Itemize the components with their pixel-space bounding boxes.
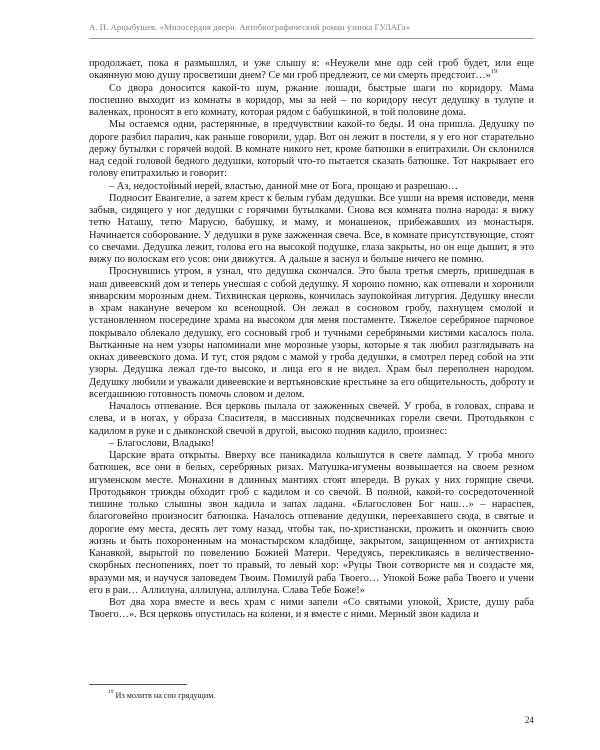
paragraph: Царские врата открыты. Вверху все паникадила колышутся в свете лампад. У гроба много батюшек, все они в белых, серебряных ризах. Матушка-игумены возвышается на своем резном игуменском месте. Монахини в длинных мантиях стоят впереди. В руках у них горящие свечи. Протодьякон трижды обходит гроб с кадилом и со свечой. В полной, какой-то сосредоточенной тишине только слышны звон кадила и запах ладана. «Благословен Бог наш…» – нараспев, благоговейно произносит батюшка. Началось отпевание дедушки, переехавшего сюда, в святые и дорогие ему места, десять лет тому назад, чтобы так, по-христиански, прожить и окончить свою жизнь и быть похороненным на монастырском кладбище, закрытом, защищенном от антихриста Канавкой, вырытой по повелению Божией Матери. Чередуясь, перекликаясь в величественно-скорбных песнопениях, поет то правый, то левый хор: «Руцы Твои сотвористе мя и создасте мя, вразуми мя, и научуся заповедем Твоим. Помилуй раба Твоего… Упокой Боже раба Твоего и учени его в раи… Аллилуна, аллилуна, аллилуна. Слава Тебе Боже!» <box>89 450 534 596</box>
footnote-rule <box>89 684 187 685</box>
running-header: А. П. Арцыбушев. «Милосердия двери. Автобиографический роман узника ГУЛАГа» <box>89 22 411 32</box>
paragraph: – Благослови, Владыко! <box>109 437 215 449</box>
paragraph: Подносит Евангелие, а затем крест к белым губам дедушки. Все ушли на время исповеди, меня забыв, сидящего у ног дедушки с горячими бутылками. Снова вся комната полна народа: я вижу тетю Наташу, тетю Марусю, бабушку, и маму, и монашенок, прибежавших из монастыря. Начинается соборование. У дедушки в руке зажженная свеча. Все, в комнате присутствующие, стоят со свечами. Дедушка лежит, голова его на высокой подушке, глаза закрыты, но он еще дышит, я это вижу по волоскам его усов: они движутся. А дальше я заснул и больше ничего не помню. <box>89 192 534 265</box>
paragraph: Началось отпевание. Вся церковь пылала от зажженных свечей. У гроба, в головах, справа и слева, и в ногах, у образа Спасителя, в массивных подсвечниках горели свечи. Протодьякон с кадилом в руке и с дьяконской свечой в другой, высоко подняв кадило, произнес: <box>89 401 534 437</box>
paragraph: Вот два хора вместе и весь храм с ними запели «Со святыми упокой, Христе, душу раба Твоего…». Вся церковь опустилась на колени, и я вместе с ними. Мерный звон кадила и <box>89 597 534 621</box>
paragraph: Мы остаемся одни, растерянные, в предчувствии какой-то беды. И она пришла. Дедушку по дороге разбил паралич, как раньше говорили, удар. Вот он лежит в постели, я у его ног старательно держу бутылки с горячей водой. В комнате никого нет, кроме батюшки в епитрахили. Он склонился над седой головой бедного дедушки, который что-то пытается сказать батюшке. Тот накрывает его голову епитрахилью и говорит: <box>89 119 534 180</box>
paragraph-text: продолжает, пока я размышлял, и уже слышу я: «Неужели мне одр сей гроб будет, или еще окаянную мою душу просветиши днем? Се ми гроб предлежит, се ми смерть предстоит…» <box>89 58 534 82</box>
footnote-text: Из молитв на сон грядущим. <box>115 691 216 700</box>
paragraph: Со двора доносится какой-то шум, ржание лошади, быстрые шаги по коридору. Мама поспешно выходит из комнаты в коридор, мы за ней – по коридору несут дедушку в тулупе и валенках, проносят в его комнату, которая рядом с бабушкиной, в той половине дома. <box>89 82 534 118</box>
paragraph: Проснувшись утром, я узнал, что дедушка скончался. Это была третья смерть, пришедшая в наш дивеевский дом и теперь унесшая с собой дедушку. Я хорошо помню, как отпевали и хоронили январским морозным днем. Тихвинская церковь, кончилась заупокойная литургия. Дедушку внесли в храм накануне вечером ко всенощной. Он лежал в сосновом гробу, пахнущем смолой и установленном посередине храма на высоком для меня постаменте. Тяжелое серебряное парчовое покрывало облекало дедушку, его сосновый гроб и тучными серебряными кистями касалось пола. Вытканные на нем узоры напоминали мне морозные узоры, которые я так любил разглядывать на окнах дивеевского дома. И тут, стоя рядом с мамой у гроба дедушки, я смотрел перед собой на эти узоры. Дедушка лежал где-то высоко, и лица его я не видел. Храм был переполнен народом. Дедушку любили и уважали дивеевские и вертьяновские крестьяне за его общительность, доброту и всегдашнюю готовность помочь словом и делом. <box>89 266 534 400</box>
footnote-marker: 19 <box>108 689 114 696</box>
body-text <box>89 58 534 622</box>
header-rule <box>89 38 534 39</box>
paragraph <box>89 58 534 83</box>
page-number: 24 <box>524 715 534 725</box>
footnote-ref: 19 <box>490 67 498 75</box>
footnote <box>108 691 528 701</box>
paragraph: – Аз, недостойный иерей, властью, данной мне от Бога, прощаю и разрешаю… <box>109 180 459 192</box>
